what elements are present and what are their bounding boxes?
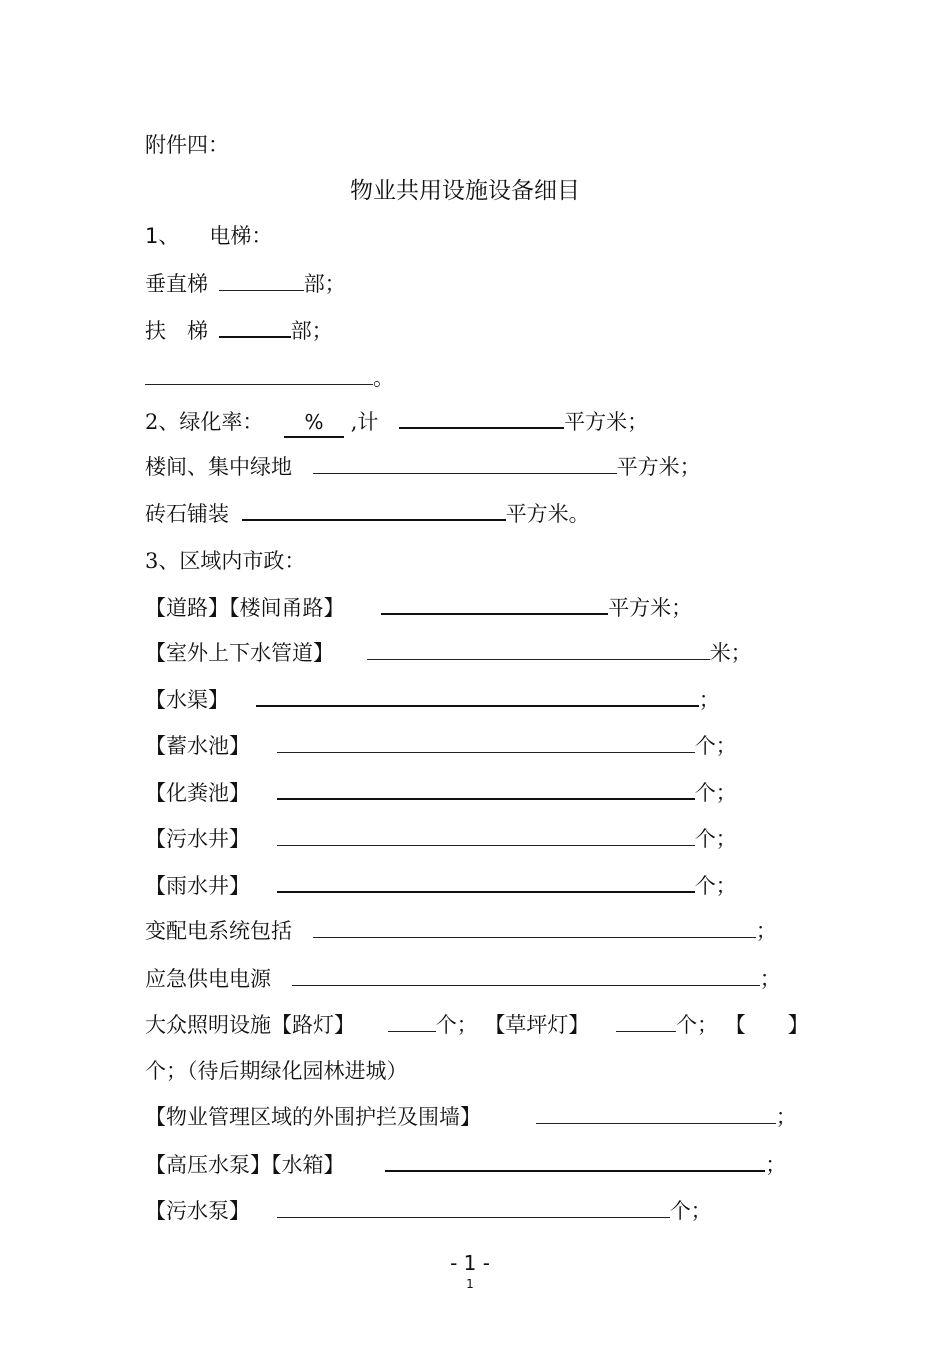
elevator-extra-end: 。 bbox=[373, 366, 394, 390]
fence-row bbox=[145, 1103, 797, 1131]
building-green-unit: 平方米； bbox=[616, 455, 701, 479]
power-blank[interactable] bbox=[313, 917, 756, 938]
vertical-elevator-label: 垂直梯 bbox=[145, 272, 208, 296]
page-number-sub: 1 bbox=[466, 1277, 474, 1291]
sewage-pump-unit: 个； bbox=[669, 1199, 712, 1223]
pump-row bbox=[145, 1150, 786, 1179]
pump-label: 【高压水泵】【水箱】 bbox=[145, 1153, 345, 1177]
municipal-heading: 3、区域内市政： bbox=[145, 549, 306, 573]
building-green-blank[interactable] bbox=[313, 453, 617, 474]
sewage-well-blank[interactable] bbox=[277, 825, 695, 846]
septic-row bbox=[145, 778, 737, 807]
sewage-well-unit: 个； bbox=[694, 827, 737, 851]
pool-blank[interactable] bbox=[277, 732, 695, 753]
emergency-blank[interactable] bbox=[292, 965, 760, 986]
escalator-blank[interactable] bbox=[219, 316, 291, 338]
sewage-well-row bbox=[145, 825, 737, 853]
vertical-elevator-row bbox=[145, 270, 346, 298]
emergency-unit: ； bbox=[759, 967, 781, 991]
escalator-row bbox=[145, 316, 333, 345]
elevator-extra-blank[interactable] bbox=[145, 364, 373, 385]
page-number: - 1 - bbox=[450, 1251, 490, 1275]
sewage-pump-blank[interactable] bbox=[277, 1197, 670, 1218]
paving-blank[interactable] bbox=[242, 499, 506, 521]
emergency-label: 应急供电电源 bbox=[145, 967, 271, 991]
elevator-heading-num: 1、 bbox=[145, 224, 180, 248]
extra-bracket: 【 】 bbox=[724, 1013, 809, 1037]
sewage-pump-label: 【污水泵】 bbox=[145, 1199, 250, 1223]
pipes-unit: 米； bbox=[709, 641, 752, 665]
pump-blank[interactable] bbox=[385, 1150, 765, 1172]
pool-row bbox=[145, 732, 737, 760]
power-label: 变配电系统包括 bbox=[145, 919, 292, 943]
canal-unit: ； bbox=[698, 688, 720, 712]
roads-row bbox=[145, 593, 692, 622]
street-light-blank[interactable] bbox=[388, 1011, 436, 1032]
pool-unit: 个； bbox=[694, 734, 737, 758]
page-title: 物业共用设施设备细目 bbox=[350, 178, 580, 204]
vertical-elevator-unit: 部； bbox=[303, 272, 346, 296]
elevator-heading bbox=[145, 222, 272, 250]
rain-well-blank[interactable] bbox=[277, 871, 695, 893]
power-unit: ； bbox=[755, 919, 777, 943]
lawn-light-blank[interactable] bbox=[616, 1011, 676, 1032]
attachment-label: 附件四： bbox=[145, 133, 229, 157]
rain-well-row bbox=[145, 871, 737, 900]
building-green-row bbox=[145, 453, 701, 481]
septic-blank[interactable] bbox=[277, 778, 695, 800]
lawn-light-label: 【草坪灯】 bbox=[484, 1013, 590, 1037]
lighting-continued: 个；（待后期绿化园林进城） bbox=[145, 1059, 408, 1083]
roads-blank[interactable] bbox=[381, 593, 608, 615]
sewage-pump-row bbox=[145, 1197, 712, 1225]
greening-row bbox=[145, 407, 648, 438]
rain-well-unit: 个； bbox=[694, 874, 737, 898]
pump-unit: ； bbox=[765, 1153, 787, 1177]
pipes-row bbox=[145, 639, 752, 667]
lighting-label: 大众照明设施【路灯】 bbox=[145, 1013, 355, 1037]
paving-unit: 平方米。 bbox=[505, 502, 590, 526]
pool-label: 【蓄水池】 bbox=[145, 734, 250, 758]
paving-label: 砖石铺装 bbox=[145, 502, 229, 526]
pipes-label: 【室外上下水管道】 bbox=[145, 641, 334, 665]
emergency-row bbox=[145, 965, 781, 993]
paving-row bbox=[145, 499, 590, 528]
canal-row bbox=[145, 685, 720, 714]
power-row bbox=[145, 917, 777, 945]
escalator-label: 扶 梯 bbox=[145, 319, 208, 343]
elevator-heading-text: 电梯： bbox=[209, 224, 273, 248]
greening-unit: 平方米； bbox=[564, 410, 649, 434]
lawn-light-unit: 个； bbox=[676, 1013, 719, 1037]
greening-area-blank[interactable] bbox=[399, 407, 564, 429]
greening-heading: 2、绿化率： bbox=[145, 410, 264, 434]
fence-blank[interactable] bbox=[536, 1103, 776, 1124]
roads-unit: 平方米； bbox=[608, 596, 693, 620]
greening-sep: ,计 bbox=[350, 410, 379, 434]
rain-well-label: 【雨水井】 bbox=[145, 874, 250, 898]
escalator-unit: 部； bbox=[290, 319, 333, 343]
lighting-unit1: 个； bbox=[435, 1013, 478, 1037]
elevator-extra-row bbox=[145, 364, 394, 392]
vertical-elevator-blank[interactable] bbox=[219, 270, 304, 291]
sewage-well-label: 【污水井】 bbox=[145, 827, 250, 851]
lighting-row bbox=[145, 1011, 809, 1039]
pipes-blank[interactable] bbox=[367, 639, 710, 660]
canal-label: 【水渠】 bbox=[145, 688, 229, 712]
fence-label: 【物业管理区域的外围护拦及围墙】 bbox=[145, 1105, 481, 1129]
roads-label: 【道路】【楼间甬路】 bbox=[145, 596, 345, 620]
septic-unit: 个； bbox=[694, 781, 737, 805]
fence-unit: ； bbox=[775, 1105, 797, 1129]
septic-label: 【化粪池】 bbox=[145, 781, 250, 805]
building-green-label: 楼间、集中绿地 bbox=[145, 455, 292, 479]
canal-blank[interactable] bbox=[256, 685, 699, 707]
greening-pct[interactable]: % bbox=[284, 408, 344, 438]
